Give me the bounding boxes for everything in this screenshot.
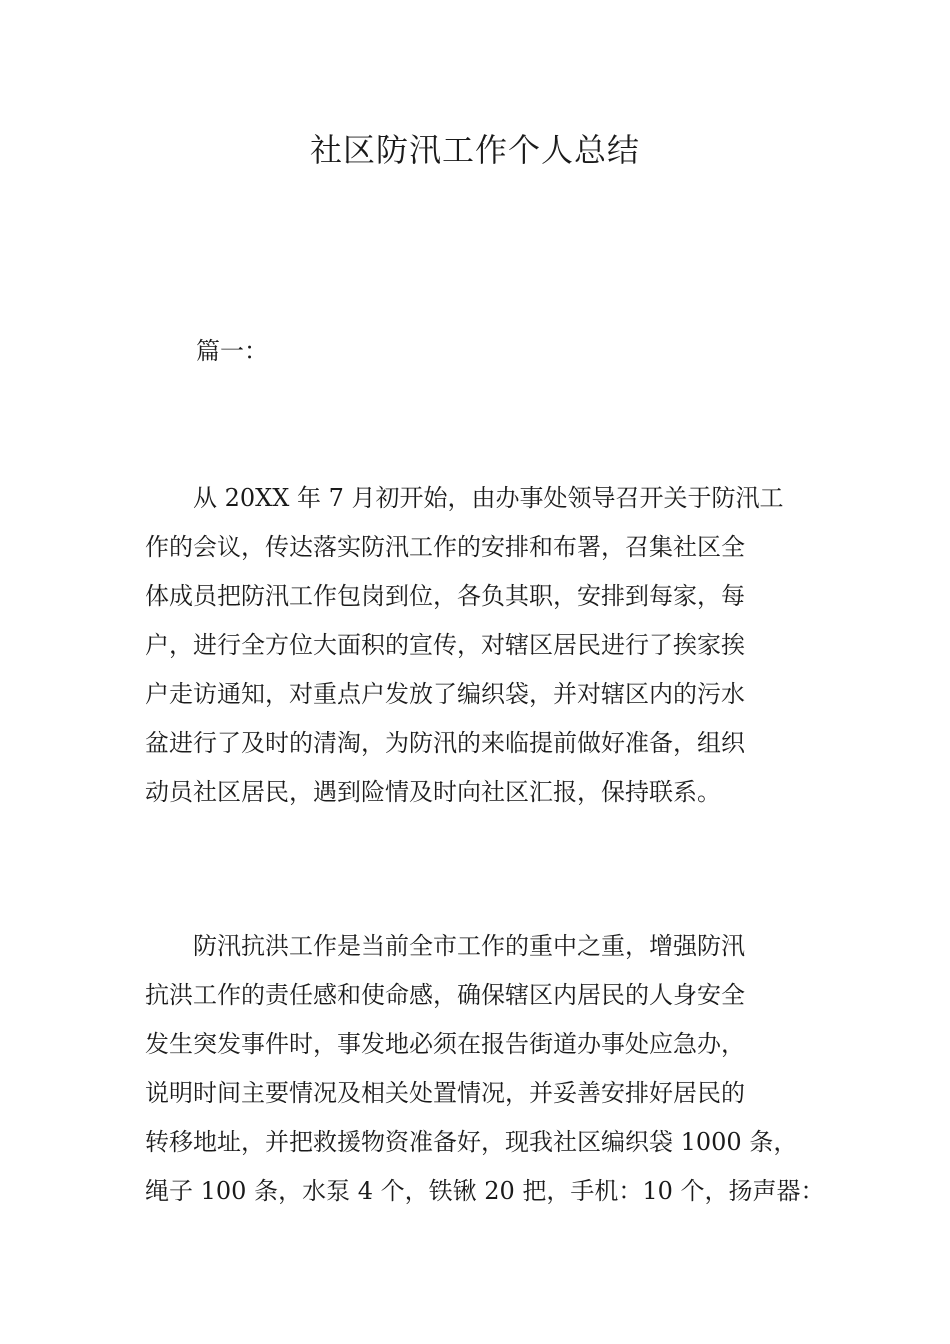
paragraph-line: 作的会议，传达落实防汛工作的安排和布署，召集社区全 xyxy=(145,533,745,561)
paragraph-line: 户，进行全方位大面积的宣传，对辖区居民进行了挨家挨 xyxy=(145,631,745,659)
paragraph-line: 从 20XX 年 7 月初开始，由办事处领导召开关于防汛工 xyxy=(145,484,784,512)
paragraph-line: 绳子 100 条，水泵 4 个，铁锹 20 把，手机：10 个，扬声器： xyxy=(145,1177,825,1205)
paragraph-line: 抗洪工作的责任感和使命感，确保辖区内居民的人身安全 xyxy=(145,981,745,1009)
paragraph-line: 体成员把防汛工作包岗到位，各负其职，安排到每家，每 xyxy=(145,582,745,610)
paragraph-line: 动员社区居民，遇到险情及时向社区汇报，保持联系。 xyxy=(145,778,721,806)
paragraph-line: 转移地址，并把救援物资准备好，现我社区编织袋 1000 条， xyxy=(145,1128,798,1156)
paragraph-1 xyxy=(145,474,835,817)
paragraph-line: 户走访通知，对重点户发放了编织袋，并对辖区内的污水 xyxy=(145,680,745,708)
section-label: 篇一： xyxy=(196,337,268,365)
paragraph-2 xyxy=(145,922,835,1216)
paragraph-line: 防汛抗洪工作是当前全市工作的重中之重，增强防汛 xyxy=(145,932,745,960)
paragraph-line: 盆进行了及时的清淘，为防汛的来临提前做好准备，组织 xyxy=(145,729,745,757)
paragraph-line: 说明时间主要情况及相关处置情况，并妥善安排好居民的 xyxy=(145,1079,745,1107)
paragraph-line: 发生突发事件时，事发地必须在报告街道办事处应急办， xyxy=(145,1030,745,1058)
document-title: 社区防汛工作个人总结 xyxy=(309,131,640,169)
